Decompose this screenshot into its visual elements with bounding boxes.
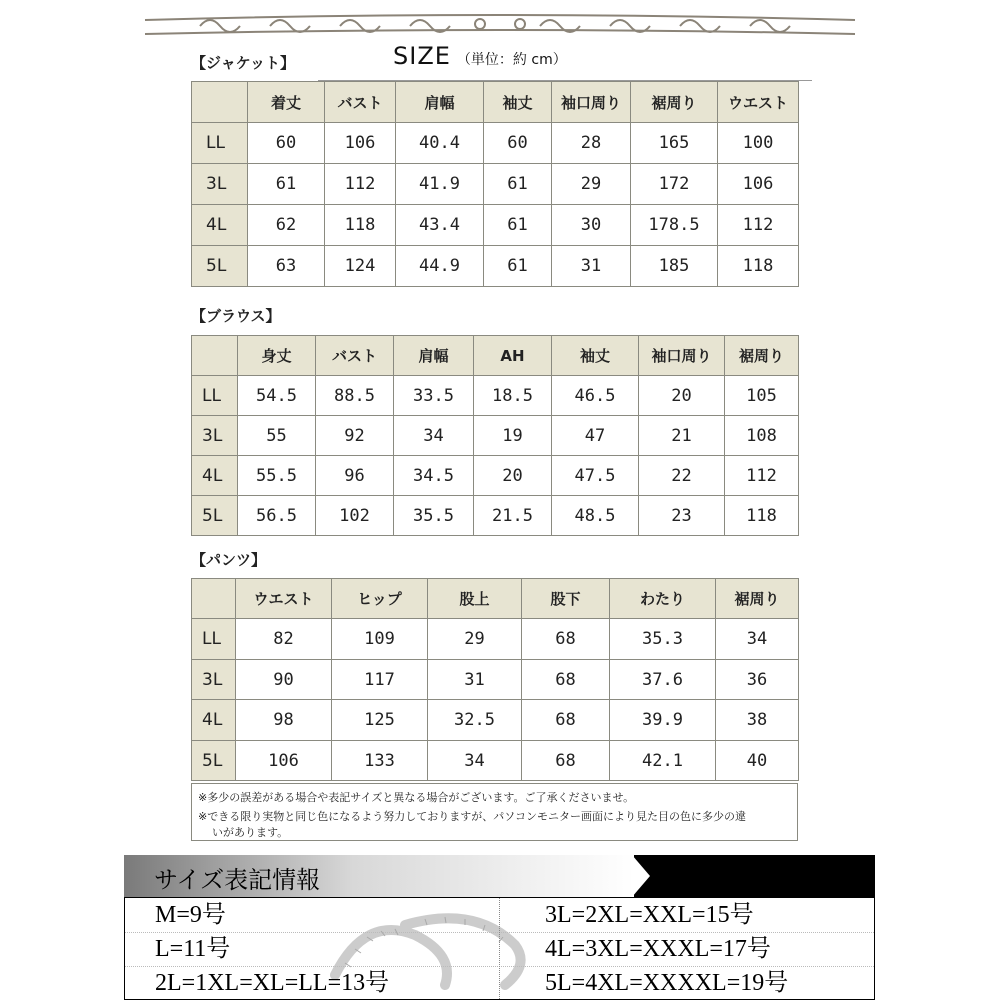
table-cell: 35.5 <box>394 496 474 536</box>
table-cell: 55 <box>238 416 316 456</box>
table-cell: 29 <box>552 164 631 205</box>
table-cell: 20 <box>474 456 552 496</box>
table-cell: 172 <box>631 164 718 205</box>
table-cell: 96 <box>316 456 394 496</box>
column-header: ウエスト <box>718 82 799 123</box>
table-cell: 34 <box>394 416 474 456</box>
table-cell: 55.5 <box>238 456 316 496</box>
table-cell: 125 <box>332 700 428 741</box>
row-size-label: 5L <box>192 246 248 287</box>
unit-label: （単位：約 cm） <box>456 52 567 68</box>
note-line: ※多少の誤差がある場合や表記サイズと異なる場合がございます。ご了承くださいませ。 <box>198 791 635 804</box>
table-row <box>192 205 799 246</box>
table-cell: 185 <box>631 246 718 287</box>
table-cell: 90 <box>236 660 332 700</box>
pants-size-table <box>191 578 799 781</box>
blouse-section-title: 【ブラウス】 <box>191 307 281 325</box>
blouse-size-table <box>191 335 799 536</box>
table-row <box>192 416 799 456</box>
row-size-label: 4L <box>192 700 236 741</box>
table-cell: 60 <box>248 123 325 164</box>
table-cell: 42.1 <box>610 741 716 781</box>
table-cell: 29 <box>428 619 522 660</box>
table-cell: 109 <box>332 619 428 660</box>
table-header-row <box>192 579 799 619</box>
column-header: バスト <box>316 336 394 376</box>
table-cell: 18.5 <box>474 376 552 416</box>
table-cell: 106 <box>325 123 396 164</box>
table-cell: 56.5 <box>238 496 316 536</box>
column-header: 裾周り <box>725 336 799 376</box>
header-dark-band <box>629 855 875 897</box>
size-equivalence-item: 4L=3XL=XXXL=17号 <box>545 936 771 962</box>
column-header: 肩幅 <box>394 336 474 376</box>
table-cell: 47 <box>552 416 639 456</box>
table-cell: 43.4 <box>396 205 484 246</box>
table-cell: 36 <box>716 660 799 700</box>
table-header-row <box>192 82 799 123</box>
table-cell: 68 <box>522 700 610 741</box>
table-row <box>192 741 799 781</box>
table-cell: 28 <box>552 123 631 164</box>
row-size-label: 3L <box>192 416 238 456</box>
table-cell: 19 <box>474 416 552 456</box>
note-line: いがあります。 <box>212 826 289 839</box>
table-cell: 31 <box>428 660 522 700</box>
table-cell: 34.5 <box>394 456 474 496</box>
table-cell: 82 <box>236 619 332 660</box>
table-row <box>192 123 799 164</box>
size-equivalence-box <box>124 897 875 1000</box>
table-cell: 40.4 <box>396 123 484 164</box>
column-header: バスト <box>325 82 396 123</box>
size-info-title: サイズ表記情報 <box>154 866 321 894</box>
column-header: 袖丈 <box>484 82 552 123</box>
table-cell: 98 <box>236 700 332 741</box>
table-cell: 39.9 <box>610 700 716 741</box>
table-cell: 31 <box>552 246 631 287</box>
row-size-label: LL <box>192 376 238 416</box>
row-size-label: LL <box>192 123 248 164</box>
row-size-label: 3L <box>192 660 236 700</box>
table-cell: 23 <box>639 496 725 536</box>
table-cell: 35.3 <box>610 619 716 660</box>
jacket-section-title: 【ジャケット】 <box>191 54 295 72</box>
table-cell: 33.5 <box>394 376 474 416</box>
column-header: 着丈 <box>248 82 325 123</box>
table-cell: 21 <box>639 416 725 456</box>
column-header: 裾周り <box>716 579 799 619</box>
table-cell: 46.5 <box>552 376 639 416</box>
size-equivalence-item: 5L=4XL=XXXXL=19号 <box>545 970 789 996</box>
table-row <box>192 456 799 496</box>
table-cell: 106 <box>718 164 799 205</box>
size-equivalence-right-column <box>545 898 788 1000</box>
table-cell: 112 <box>725 456 799 496</box>
table-row <box>192 164 799 205</box>
table-row <box>192 700 799 741</box>
table-cell: 22 <box>639 456 725 496</box>
header-arrow-shape <box>632 855 650 897</box>
table-row <box>192 619 799 660</box>
table-cell: 37.6 <box>610 660 716 700</box>
note-line: ※できる限り実物と同じ色になるよう努力しておりますが、パソコンモニター画面により見た目の色に多少の違 <box>198 810 746 823</box>
table-cell: 68 <box>522 660 610 700</box>
table-cell: 62 <box>248 205 325 246</box>
table-cell: 118 <box>325 205 396 246</box>
column-header: 身丈 <box>238 336 316 376</box>
row-size-label: 4L <box>192 205 248 246</box>
row-size-label: LL <box>192 619 236 660</box>
table-cell: 102 <box>316 496 394 536</box>
column-header: 袖丈 <box>552 336 639 376</box>
column-header: 袖口周り <box>639 336 725 376</box>
size-equivalence-item: 2L=1XL=XL=LL=13号 <box>155 970 390 996</box>
table-cell: 47.5 <box>552 456 639 496</box>
table-cell: 21.5 <box>474 496 552 536</box>
column-header: 肩幅 <box>396 82 484 123</box>
table-cell: 32.5 <box>428 700 522 741</box>
column-divider <box>499 898 500 999</box>
table-cell: 117 <box>332 660 428 700</box>
table-row <box>192 246 799 287</box>
size-equivalence-item: 3L=2XL=XXL=15号 <box>545 902 754 928</box>
column-header: 股下 <box>522 579 610 619</box>
table-cell: 61 <box>248 164 325 205</box>
column-header <box>192 579 236 619</box>
size-info-header <box>124 855 875 897</box>
table-cell: 106 <box>236 741 332 781</box>
table-cell: 165 <box>631 123 718 164</box>
row-size-label: 5L <box>192 741 236 781</box>
table-row <box>192 376 799 416</box>
table-cell: 108 <box>725 416 799 456</box>
table-cell: 40 <box>716 741 799 781</box>
table-cell: 63 <box>248 246 325 287</box>
table-cell: 133 <box>332 741 428 781</box>
size-heading <box>393 42 567 70</box>
row-size-label: 4L <box>192 456 238 496</box>
table-cell: 20 <box>639 376 725 416</box>
column-header: 裾周り <box>631 82 718 123</box>
table-cell: 178.5 <box>631 205 718 246</box>
table-cell: 61 <box>484 164 552 205</box>
table-cell: 44.9 <box>396 246 484 287</box>
table-cell: 60 <box>484 123 552 164</box>
table-cell: 118 <box>725 496 799 536</box>
table-cell: 48.5 <box>552 496 639 536</box>
table-row <box>192 496 799 536</box>
size-equivalence-item: L=11号 <box>155 936 231 962</box>
table-cell: 54.5 <box>238 376 316 416</box>
column-header: 袖口周り <box>552 82 631 123</box>
size-equivalence-left-column <box>155 898 389 1000</box>
column-header: ヒップ <box>332 579 428 619</box>
column-header: わたり <box>610 579 716 619</box>
pants-section-title: 【パンツ】 <box>191 551 267 569</box>
table-cell: 68 <box>522 741 610 781</box>
table-cell: 100 <box>718 123 799 164</box>
table-cell: 88.5 <box>316 376 394 416</box>
table-cell: 34 <box>428 741 522 781</box>
table-cell: 34 <box>716 619 799 660</box>
size-label: SIZE <box>393 42 451 70</box>
size-equivalence-item: M=9号 <box>155 902 226 928</box>
table-cell: 61 <box>484 246 552 287</box>
table-cell: 61 <box>484 205 552 246</box>
table-cell: 30 <box>552 205 631 246</box>
column-header: ウエスト <box>236 579 332 619</box>
table-cell: 105 <box>725 376 799 416</box>
table-cell: 41.9 <box>396 164 484 205</box>
table-cell: 112 <box>325 164 396 205</box>
table-cell: 112 <box>718 205 799 246</box>
table-cell: 38 <box>716 700 799 741</box>
jacket-size-table <box>191 81 799 287</box>
column-header <box>192 82 248 123</box>
column-header <box>192 336 238 376</box>
table-cell: 124 <box>325 246 396 287</box>
column-header: 股上 <box>428 579 522 619</box>
table-header-row <box>192 336 799 376</box>
disclaimer-notes <box>191 783 798 841</box>
column-header: AH <box>474 336 552 376</box>
decorative-ornament <box>140 6 860 42</box>
table-cell: 118 <box>718 246 799 287</box>
table-cell: 68 <box>522 619 610 660</box>
table-row <box>192 660 799 700</box>
row-size-label: 3L <box>192 164 248 205</box>
row-size-label: 5L <box>192 496 238 536</box>
table-cell: 92 <box>316 416 394 456</box>
